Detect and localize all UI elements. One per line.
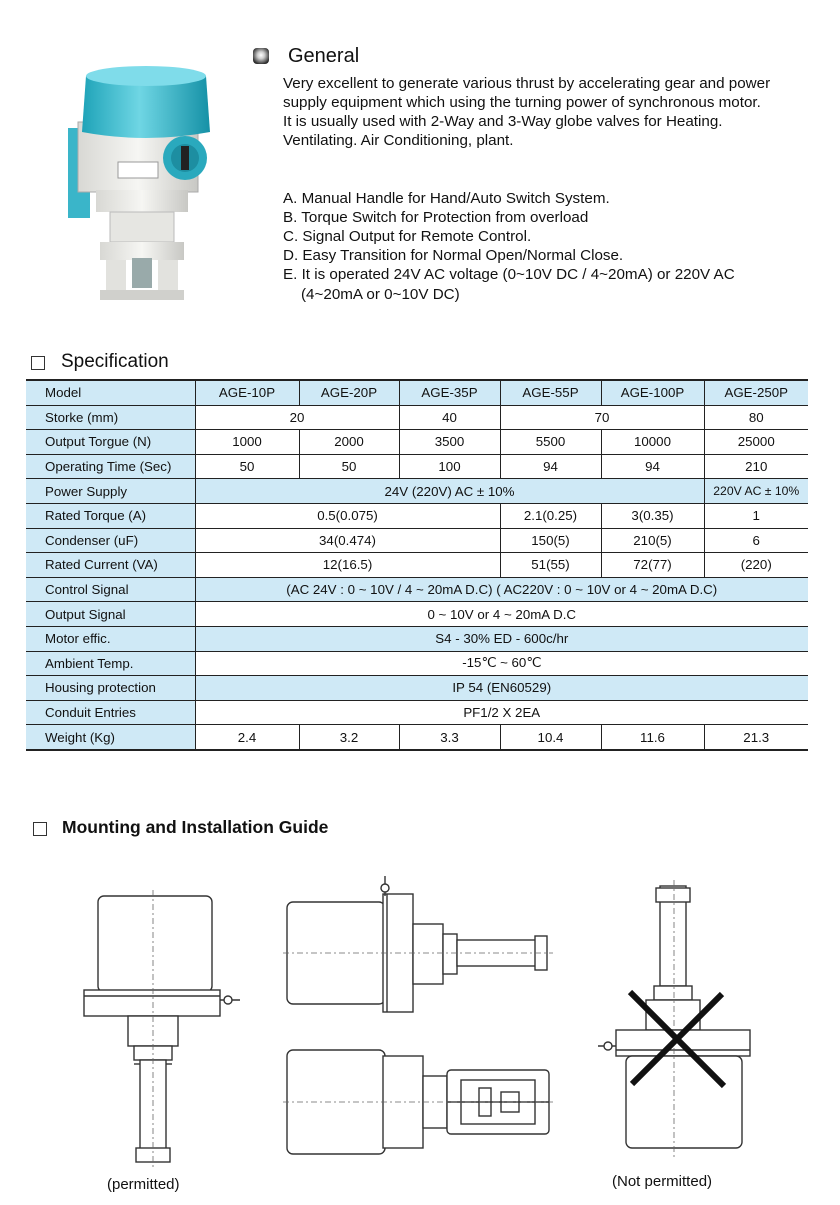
table-cell: -15℃ ~ 60℃ — [462, 655, 542, 671]
table-cell: S4 - 30% ED - 600c/hr — [195, 626, 808, 651]
table-cell: 20 — [195, 405, 399, 430]
row-label-rated-torque: Rated Torque (A) — [26, 503, 195, 528]
row-label-conduit: Conduit Entries — [26, 700, 195, 725]
table-cell: PF1/2 X 2EA — [463, 705, 541, 721]
table-cell: 51(55) — [500, 553, 601, 578]
diagram-horizontal-bottom — [283, 1042, 553, 1162]
diagram-horizontal-top — [283, 872, 553, 1032]
table-cell: 3500 — [399, 430, 500, 455]
feature-e: E. It is operated 24V AC voltage (0~10V DC / 4~20mA) or 220V AC — [283, 266, 735, 283]
table-cell: 6 — [752, 532, 760, 548]
feature-e-cont: (4~20mA or 0~10V DC) — [301, 286, 460, 303]
caption-permitted: (permitted) — [107, 1176, 180, 1193]
table-cell: 24V (220V) AC ± 10% — [195, 479, 704, 504]
general-line-1: Very excellent to generate various thrust by accelerating gear and power — [283, 75, 771, 92]
general-line-2: supply equipment which using the turning power of synchronous motor. — [283, 94, 761, 111]
table-cell: 0.5(0.075) — [195, 503, 500, 528]
mount-title: Mounting and Installation Guide — [62, 817, 329, 837]
table-cell: 2000 — [299, 430, 399, 455]
table-row — [26, 503, 808, 528]
spec-table — [26, 379, 808, 751]
general-line-4: Ventilating. Air Conditioning, plant. — [283, 132, 514, 149]
feature-a: A. Manual Handle for Hand/Auto Switch System. — [283, 190, 610, 207]
table-row — [26, 725, 808, 750]
table-row — [26, 479, 808, 504]
table-cell: 11.6 — [601, 725, 704, 750]
table-cell: 3.3 — [399, 725, 500, 750]
table-row — [26, 553, 808, 578]
table-row — [26, 626, 808, 651]
row-label-stroke: Storke (mm) — [26, 405, 195, 430]
row-label-condenser: Condenser (uF) — [26, 528, 195, 553]
diagram-inverted-not-permitted — [596, 880, 756, 1160]
table-cell: 100 — [399, 454, 500, 479]
table-cell: IP 54 (EN60529) — [195, 676, 808, 701]
table-cell: 94 — [500, 454, 601, 479]
model-cell: AGE-35P — [399, 380, 500, 405]
table-row — [26, 380, 808, 405]
table-row — [26, 430, 808, 455]
table-cell: 50 — [195, 454, 299, 479]
table-cell: 5500 — [500, 430, 601, 455]
table-cell: 72(77) — [601, 553, 704, 578]
table-cell: 34(0.474) — [195, 528, 500, 553]
table-cell: 220V AC ± 10% — [704, 479, 808, 504]
table-row — [26, 454, 808, 479]
table-cell: 1000 — [195, 430, 299, 455]
table-cell: 40 — [399, 405, 500, 430]
table-cell: 1 — [752, 508, 760, 524]
table-row — [26, 651, 808, 676]
mount-checkbox-icon — [33, 822, 47, 836]
table-row — [26, 405, 808, 430]
feature-c: C. Signal Output for Remote Control. — [283, 228, 532, 245]
model-cell: AGE-250P — [704, 380, 808, 405]
table-cell: 70 — [500, 405, 704, 430]
feature-b: B. Torque Switch for Protection from overload — [283, 209, 589, 226]
actuator-product-image — [60, 62, 230, 307]
row-label-power-supply: Power Supply — [26, 479, 195, 504]
table-cell: 10000 — [601, 430, 704, 455]
row-label-control-signal: Control Signal — [26, 577, 195, 602]
table-cell: 3.2 — [299, 725, 399, 750]
table-cell: 210(5) — [601, 528, 704, 553]
table-cell: 2.4 — [195, 725, 299, 750]
table-row — [26, 528, 808, 553]
table-cell: 150(5) — [500, 528, 601, 553]
row-label-housing: Housing protection — [26, 676, 195, 701]
row-label-model: Model — [26, 380, 195, 405]
general-line-3: It is usually used with 2-Way and 3-Way globe valves for Heating. — [283, 113, 723, 130]
caption-not-permitted: (Not permitted) — [612, 1173, 713, 1190]
model-cell: AGE-10P — [195, 380, 299, 405]
table-cell: (AC 24V : 0 ~ 10V / 4 ~ 20mA D.C) ( AC220V : 0 ~ 10V or 4 ~ 20mA D.C) — [195, 577, 808, 602]
table-cell: 50 — [299, 454, 399, 479]
table-cell: 2.1(0.25) — [500, 503, 601, 528]
table-cell: 10.4 — [500, 725, 601, 750]
table-cell: 25000 — [737, 434, 775, 450]
table-row — [26, 676, 808, 701]
feature-d: D. Easy Transition for Normal Open/Normal Close. — [283, 247, 624, 264]
table-cell: 0 ~ 10V or 4 ~ 20mA D.C — [427, 606, 577, 622]
diagram-upright-permitted — [78, 890, 248, 1170]
row-label-output-torque: Output Torgue (N) — [26, 430, 195, 455]
table-cell: 3(0.35) — [601, 503, 704, 528]
row-label-operating-time: Operating Time (Sec) — [26, 454, 195, 479]
spec-checkbox-icon — [31, 356, 45, 370]
table-cell: 21.3 — [743, 729, 770, 745]
table-cell: 210 — [745, 459, 768, 475]
row-label-weight: Weight (Kg) — [26, 725, 195, 750]
spec-title: Specification — [61, 351, 169, 372]
model-cell: AGE-55P — [500, 380, 601, 405]
model-cell: AGE-100P — [601, 380, 704, 405]
table-cell: 94 — [601, 454, 704, 479]
table-cell: 12(16.5) — [195, 553, 500, 578]
model-cell: AGE-20P — [299, 380, 399, 405]
table-cell: (220) — [740, 557, 772, 573]
table-row — [26, 602, 808, 627]
table-row — [26, 577, 808, 602]
table-cell: 80 — [748, 409, 764, 425]
row-label-rated-current: Rated Current (VA) — [26, 553, 195, 578]
row-label-motor-effic: Motor effic. — [26, 626, 195, 651]
general-bullet-icon — [253, 48, 269, 64]
row-label-ambient-temp: Ambient Temp. — [26, 651, 195, 676]
general-title: General — [288, 45, 360, 67]
table-row — [26, 700, 808, 725]
row-label-output-signal: Output Signal — [26, 602, 195, 627]
